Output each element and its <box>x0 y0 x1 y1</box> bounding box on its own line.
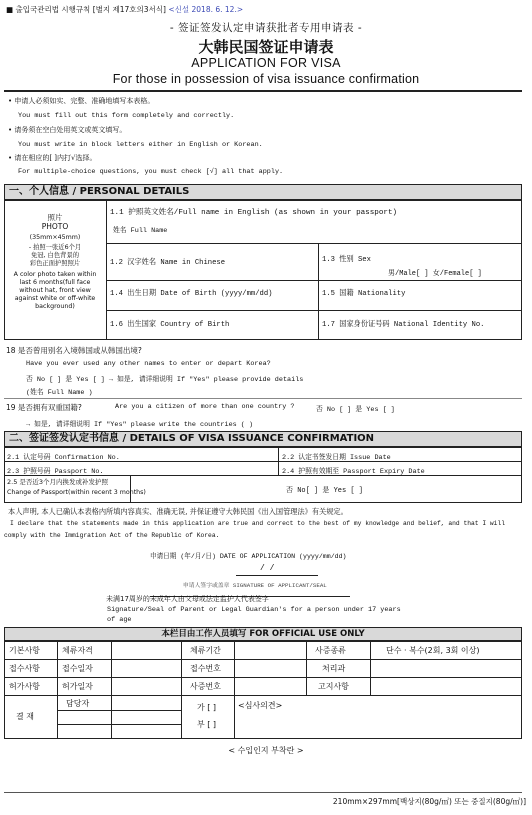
issue-date-field[interactable]: 2.2 认定书签发日期 Issue Date <box>282 454 391 462</box>
official-reject-checkbox[interactable]: 부 [ ] <box>197 720 217 729</box>
q19-question-cn: 19 是否拥有双重国籍? <box>6 403 82 412</box>
official-receipt-no-label: 접수번호 <box>190 664 221 673</box>
photo-note: - 拍照一张近6个月 <box>28 244 82 251</box>
signature-label: 申请人签字或盖章 SIGNATURE OF APPLICANT/SEAL <box>183 582 327 589</box>
photo-note: background) <box>35 303 75 310</box>
subtitle-en: For those in possession of visa issuance confirmation <box>112 72 420 86</box>
photo-note: 免冠, 白色背景的 <box>30 252 80 259</box>
instruction-3-cn: • 请在相应的[ ]内打√选择。 <box>8 154 97 162</box>
section2-header: 二、签证签发认定书信息 / DETAILS OF VISA ISSUANCE CONFIRMATION <box>4 431 522 447</box>
title-en: APPLICATION FOR VISA <box>191 56 341 70</box>
chinese-name-field[interactable]: 1.2 汉字姓名 Name in Chinese <box>110 259 226 267</box>
official-permit-label: 허가사항 <box>9 682 40 691</box>
instruction-2-en: You must write in block letters either in English or Korean. <box>18 141 263 149</box>
national-id-field[interactable]: 1.7 国家身份证号码 National Identity No. <box>322 321 485 329</box>
q18-details-field[interactable]: (姓名 Full Name ) <box>26 389 93 397</box>
official-basic-label: 기본사항 <box>9 646 40 655</box>
q18-question-en: Have you ever used any other names to enter or depart Korea? <box>26 360 271 368</box>
regulation-date: <신설 2018. 6. 12.> <box>168 5 244 14</box>
regulation-label <box>6 4 243 15</box>
application-date-field[interactable]: / / <box>260 564 275 573</box>
nationality-field[interactable]: 1.5 国籍 Nationality <box>322 290 406 298</box>
application-date-label: 申请日期 (年/月/日) DATE OF APPLICATION (yyyy/mm/dd) <box>150 553 347 560</box>
header-divider <box>4 90 522 92</box>
instruction-1-en: You must fill out this form completely and correctly. <box>18 112 235 120</box>
title-cn: 大韩民国签证申请表 <box>198 38 334 56</box>
instruction-3-en: For multiple-choice questions, you must check [√] all that apply. <box>18 168 284 176</box>
confirmation-no-field[interactable]: 2.1 认定号码 Confirmation No. <box>7 454 120 462</box>
passport-no-field[interactable]: 2.3 护照号码 Passport No. <box>7 468 104 476</box>
q18-question-cn: 18 是否曾用别名入境韩国或从韩国出境? <box>6 346 142 355</box>
passport-change-label-cn: 2.5 是否近3个月内换发或补发护照 <box>7 478 109 486</box>
q19-options[interactable]: 否 No [ ] 是 Yes [ ] <box>316 406 395 414</box>
official-status-label: 체류자격 <box>62 646 93 655</box>
sex-options[interactable]: 男/Male[ ] 女/Female[ ] <box>388 270 482 278</box>
official-use-header: 本栏目由工作人员填写 FOR OFFICIAL USE ONLY <box>4 627 522 641</box>
official-visa-type-label: 사증종류 <box>315 646 346 655</box>
official-approval-label: 결 재 <box>16 712 34 721</box>
q19-question-en: Are you a citizen of more than one country ? <box>115 403 295 411</box>
guardian-label-en-2: of age <box>107 616 132 624</box>
official-review-label: <심사의견> <box>238 701 283 710</box>
sex-label: 1.3 性别 Sex <box>322 256 371 264</box>
date-of-birth-field[interactable]: 1.4 出生日期 Date of Birth (yyyy/mm/dd) <box>110 290 273 298</box>
photo-note: without hat, front view <box>19 287 91 294</box>
regulation-text: ■ 출입국관리법 시행규칙 [별지 제17호의3서식] <box>6 5 166 14</box>
official-approve-checkbox[interactable]: 가 [ ] <box>197 703 217 712</box>
instruction-1-cn: • 申请人必须如实、完整、准确地填写本表格。 <box>8 97 155 105</box>
subtitle-cn: - 签证签发认定申请获批者专用申请表 - <box>169 22 363 34</box>
official-officer-label: 담당자 <box>66 699 90 708</box>
declaration-en-1: I declare that the statements made in this application are true and correct to the best of my knowledge and belief, and that I will <box>10 520 506 527</box>
official-receipt-date-label: 접수일자 <box>62 664 93 673</box>
country-of-birth-field[interactable]: 1.6 出生国家 Country of Birth <box>110 321 230 329</box>
official-entry-type-label: 단수 · 복수(2회, 3회 이상) <box>386 646 480 655</box>
official-permit-date-label: 허가일자 <box>62 682 93 691</box>
instruction-2-cn: • 请务须在空白处用英文或英文填写。 <box>8 126 127 134</box>
photo-size: (35mm×45mm) <box>29 234 81 241</box>
photo-note: 彩色正面护照照片 <box>29 260 81 267</box>
official-period-label: 체류기간 <box>190 646 221 655</box>
official-receipt-label: 접수사항 <box>9 664 40 673</box>
q19-details-field[interactable]: → 如是, 请详细说明 If "Yes" please write the countries ( ) <box>26 421 254 429</box>
official-dept-label: 처리과 <box>322 664 346 673</box>
photo-label-cn: 照片 <box>47 213 63 222</box>
passport-expiry-field[interactable]: 2.4 护照有效期至 Passport Expiry Date <box>282 468 425 476</box>
photo-note: against white or off-white <box>14 295 96 302</box>
guardian-label-en-1: Signature/Seal of Parent or Legal Guardian's for a person under 17 years <box>107 606 401 614</box>
revenue-stamp-label: < 수입인지 부착란 > <box>228 746 304 755</box>
photo-note: last 6 months(full face <box>19 279 91 286</box>
section1-header: 一、个人信息 / PERSONAL DETAILS <box>4 184 522 200</box>
photo-note: A color photo taken within <box>13 271 97 278</box>
q18-options[interactable]: 否 No [ ] 是 Yes [ ] → 如是, 请详细说明 If "Yes" please provide details <box>26 376 304 384</box>
official-notice-label: 고지사항 <box>318 682 349 691</box>
declaration-cn: 本人声明, 本人已确认本表格内所填内容真实、准确无误, 并保证遵守大韩民国《出入国管理法》有关规定。 <box>8 507 348 516</box>
photo-label-en: PHOTO <box>41 222 69 231</box>
passport-change-label-en: Change of Passport(within recent 3 months) <box>7 489 146 496</box>
full-name-label: 1.1 护照英文姓名/Full name in English (as shown in your passport) <box>110 209 398 217</box>
full-name-field[interactable]: 姓名 Full Name <box>113 227 168 235</box>
official-visa-no-label: 사증번호 <box>190 682 221 691</box>
declaration-en-2: comply with the Immigration Act of the Republic of Korea. <box>4 532 220 539</box>
paper-spec-footer: 210mm×297mm[백상지(80g/㎡) 또는 중질지(80g/㎡)] <box>332 797 526 806</box>
guardian-label-cn: 未满17周岁的未成年人由父母或法定监护人代表签字 <box>106 595 269 603</box>
passport-change-options[interactable]: 否 No[ ] 是 Yes [ ] <box>286 487 364 495</box>
